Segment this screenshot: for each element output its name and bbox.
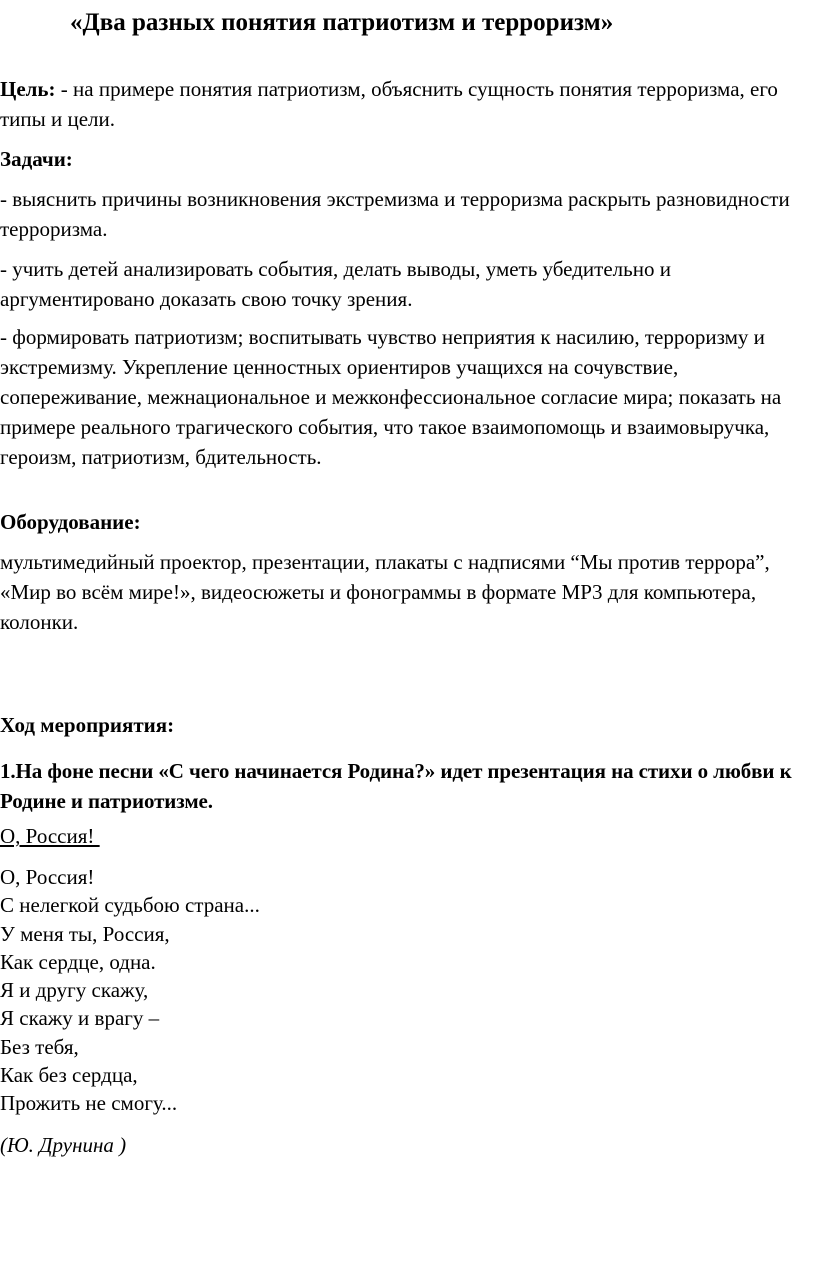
equipment-heading: Оборудование:: [0, 510, 141, 534]
equipment-text: мультимедийный проектор, презентации, плакаты с надписями “Мы против террора”, «Мир во всём мире!», видеосюжеты и фонограммы в формате МР3 для компьютера, колонки.: [0, 550, 770, 634]
course-step-1: 1.На фоне песни «С чего начинается Родина?» идет презентация на стихи о любви к Родине и патриотизме.: [0, 759, 792, 813]
poem-line: Без тебя,: [0, 1034, 79, 1059]
goal-paragraph: [0, 74, 816, 134]
tasks-heading: Задачи:: [0, 147, 73, 171]
task-item: - учить детей анализировать события, делать выводы, уметь убедительно и аргументировано доказать свою точку зрения.: [0, 257, 671, 311]
task-item: - выяснить причины возникновения экстремизма и терроризма раскрыть разновидности терроризма.: [0, 187, 790, 241]
poem-title: О, Россия!: [0, 824, 100, 848]
poem-line: Как сердце, одна.: [0, 949, 156, 974]
course-heading: Ход мероприятия:: [0, 713, 175, 737]
goal-text: - на примере понятия патриотизм, объяснить сущность понятия терроризма, его типы и цели.: [0, 77, 778, 131]
document-title: «Два разных понятия патриотизм и терроризм»: [70, 9, 614, 36]
poem-text: [0, 863, 816, 1118]
poem-line: О, Россия!: [0, 865, 95, 889]
poem-line: С нелегкой судьбою страна...: [0, 893, 260, 918]
poem-line: Я и другу скажу,: [0, 978, 149, 1003]
goal-label: Цель:: [0, 77, 56, 101]
task-item: - формировать патриотизм; воспитывать чувство неприятия к насилию, терроризму и экстремизму. Укрепление ценностных ориентиров учащихся на сочувствие, сопереживание, межнациональное и межконфессиональное согласие мира; показать на примере реального трагического события, что такое взаимопомощь и взаимовыручка, героизм, патриотизм, бдительность.: [0, 325, 782, 469]
poem-line: Прожить не смогу...: [0, 1091, 178, 1116]
poem-line: Как без сердца,: [0, 1063, 138, 1088]
poem-line: Я скажу и врагу –: [0, 1006, 160, 1031]
poem-line: У меня ты, Россия,: [0, 921, 170, 946]
poem-author: (Ю. Друнина ): [0, 1133, 127, 1157]
